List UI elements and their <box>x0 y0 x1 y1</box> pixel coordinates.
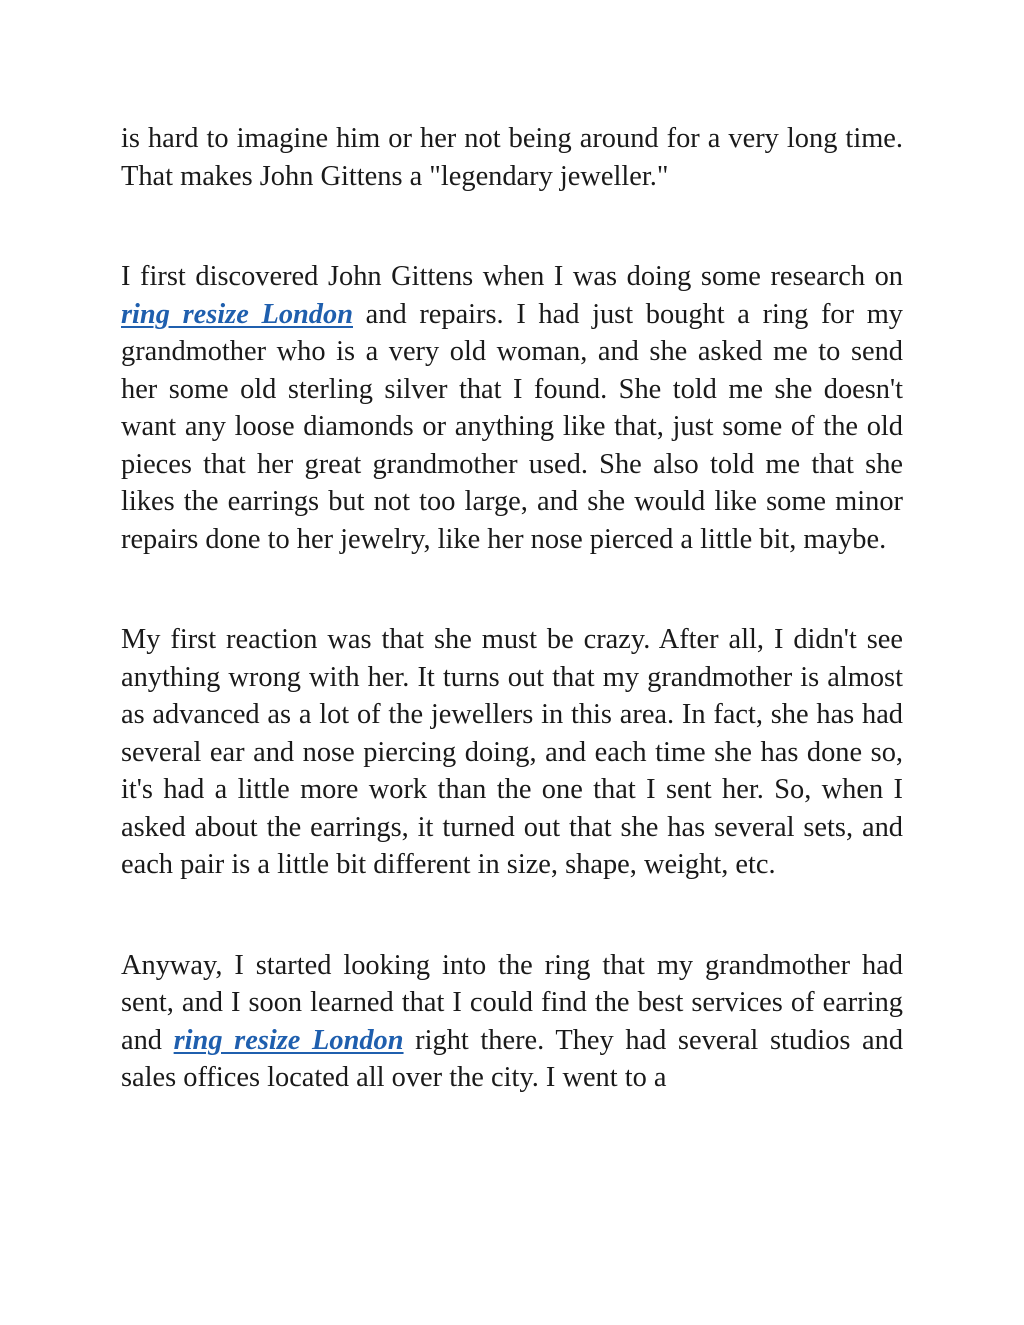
paragraph-3 <box>121 621 903 884</box>
paragraph-2 <box>121 258 903 558</box>
paragraph-4 <box>121 947 903 1097</box>
paragraph-1 <box>121 120 903 195</box>
paragraph-3-text: My first reaction was that she must be crazy. After all, I didn't see anything wrong with her. It turns out that my grandmother is almost as advanced as a lot of the jewellers in this area. In fact, she has had several ear and nose piercing doing, and each time she has done so, it's had a little more work than the one that I sent her. So, when I asked about the earrings, it turned out that she has several sets, and each pair is a little bit different in size, shape, weight, etc. <box>121 624 903 880</box>
paragraph-2-text-before: I first discovered John Gittens when I was doing some research on <box>121 261 903 292</box>
paragraph-1-text: is hard to imagine him or her not being around for a very long time. That makes John Gittens a "legendary jeweller." <box>121 123 903 192</box>
paragraph-4-text-before: Anyway, I started looking into the ring that my grandmother had sent, and I soon learned that I could find the best services of earring and <box>121 949 903 1056</box>
ring-resize-london-link-2[interactable]: ring resize London <box>173 1024 404 1056</box>
paragraph-2-text-after: and repairs. I had just bought a ring for my grandmother who is a very old woman, and she asked me to send her some old sterling silver that I found. She told me she doesn't want any loose diamonds or anything like that, just some of the old pieces that her great grandmother used. She also told me that she likes the earrings but not too large, and she would like some minor repairs done to her jewelry, like her nose pierced a little bit, maybe. <box>121 298 904 555</box>
document-body <box>121 120 903 1097</box>
paragraph-4-text-after: right there. They had several studios and sales offices located all over the city. I went to a <box>121 1024 904 1093</box>
ring-resize-london-link[interactable]: ring resize London <box>121 298 353 330</box>
